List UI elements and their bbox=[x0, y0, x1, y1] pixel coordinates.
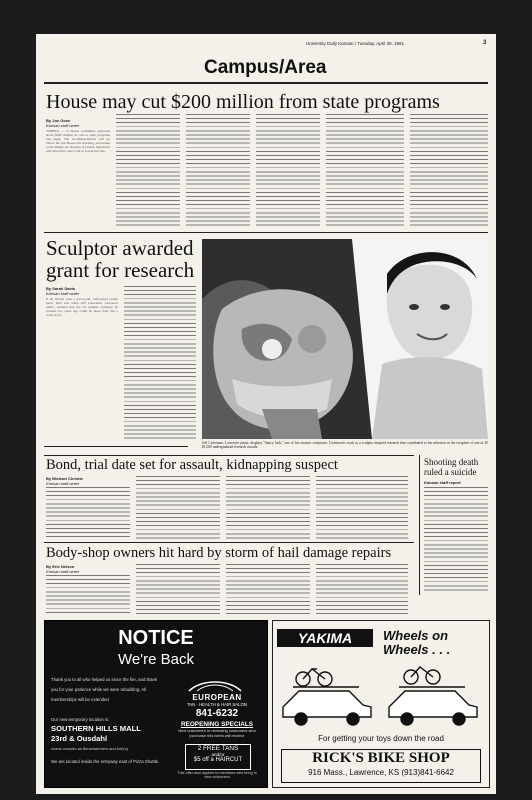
story1-body-col1: TOPEKA — A House committee approved about $200 million in cuts to state programs last night. The recommendations will go before the full House this morning, and unless a last-minute tax increase is passed, legislators will have little choice but to accept the cuts. bbox=[46, 129, 110, 154]
story4-body-col1 bbox=[46, 575, 130, 615]
story2-byline: By Sarah Davis bbox=[46, 286, 76, 291]
brief-body bbox=[424, 487, 488, 592]
story3-byline: By Michael Christie bbox=[46, 476, 83, 481]
bike-tagline: Wheels on Wheels . . . bbox=[383, 628, 451, 657]
story3-body-col1 bbox=[46, 487, 130, 539]
bike-ad bbox=[272, 620, 490, 788]
story4-body-col4 bbox=[316, 564, 408, 615]
bike-shop-address: 916 Mass., Lawrence, KS (913)841-6642 bbox=[308, 768, 454, 777]
notice-title: NOTICE bbox=[118, 627, 194, 649]
salon-brand: EUROPEAN bbox=[192, 693, 242, 702]
salon-tagline: TAN · HEALTH & HAIR SALON bbox=[186, 702, 247, 707]
notice-ad bbox=[44, 620, 268, 788]
story1-body-col2 bbox=[116, 114, 180, 229]
salon-logo-icon bbox=[187, 677, 243, 693]
story3-credit: Kansan staff writer bbox=[46, 481, 80, 486]
story4-headline: Body-shop owners hit hard by storm of hail damage repairs bbox=[46, 545, 392, 561]
story1-body-col5 bbox=[326, 114, 404, 229]
offer-box bbox=[185, 744, 251, 770]
bike-shop-box bbox=[281, 749, 481, 783]
offer-line-2: and/or bbox=[211, 752, 225, 757]
notice-location-note: rooms complex as Benchwarmers and Arby's). bbox=[51, 747, 130, 751]
story4-credit: Kansan staff writer bbox=[46, 569, 80, 574]
rule-under-story1 bbox=[44, 232, 488, 233]
story2-credit: Kansan staff writer bbox=[46, 291, 80, 296]
rule-under-story2 bbox=[44, 446, 188, 447]
notice-subtitle: We're Back bbox=[118, 651, 194, 668]
story4-byline: By Eric Nelson bbox=[46, 564, 75, 569]
notice-body: Thank you to all who helped us since the fire, and thank you for your patience while we were rebuilding. All memberships will be extended bbox=[51, 677, 158, 702]
brief-headline-line1: Shooting death bbox=[424, 457, 479, 467]
notice-temp-line: Our new temporary location is: bbox=[51, 717, 110, 722]
story1-body-col3 bbox=[186, 114, 250, 229]
rule-above-story4 bbox=[44, 542, 414, 543]
rule-above-story3 bbox=[44, 455, 414, 456]
photo-graphic bbox=[202, 239, 488, 439]
story1-credit: Kansan staff writer bbox=[46, 123, 80, 128]
car-bike-illustration bbox=[279, 661, 483, 727]
story3-body-col4 bbox=[316, 476, 408, 539]
story3-headline: Bond, trial date set for assault, kidnapping suspect bbox=[46, 457, 338, 473]
paper-date-line: University Daily Kansan / Tuesday, April 30, 1991 bbox=[306, 41, 404, 46]
newspaper-page bbox=[36, 34, 496, 794]
story1-body-col6 bbox=[410, 114, 488, 229]
section-title: Campus/Area bbox=[204, 57, 327, 78]
offer-line-3: $5 off a HAIRCUT bbox=[193, 757, 243, 763]
story2-headline-line2: grant for research bbox=[46, 258, 195, 282]
bike-pitch: For getting your toys down the road bbox=[318, 734, 444, 743]
yakima-logo: YAKIMA bbox=[277, 629, 373, 647]
photo-caption: Jeff Listerman, Lawrence junior, displays "Saucy Jack," one of his ceramic sculptures. Listerman's work as a sculptor inspired research that contributed to his selection as the recipient of one of 20 $1,000 undergraduate research awards. bbox=[202, 441, 488, 450]
specials-title: REOPENING SPECIALS bbox=[180, 721, 254, 728]
page-number: 3 bbox=[483, 40, 487, 46]
story2-body-col2 bbox=[124, 286, 196, 442]
notice-location-2: 23rd & Ousdahl bbox=[51, 734, 108, 743]
story4-body-col3 bbox=[226, 564, 310, 615]
brief-headline-line2: ruled a suicide bbox=[424, 467, 477, 477]
brief-credit: Kansan staff report bbox=[424, 480, 461, 485]
specials-text: New customers or renewing customers who purchase this week will receive bbox=[178, 728, 256, 738]
bike-shop-name: RICK'S BIKE SHOP bbox=[312, 750, 450, 766]
sculpture-photo bbox=[202, 239, 488, 439]
story1-headline: House may cut $200 million from state programs bbox=[46, 91, 440, 113]
story1-byline: By Joe Gose bbox=[46, 118, 71, 123]
story2-headline-line1: Sculptor awarded bbox=[46, 236, 194, 260]
notice-location-1: SOUTHERN HILLS MALL bbox=[51, 724, 141, 733]
notice-entrance-note: We are located inside the entryway east of Pizza Shuttle. bbox=[51, 759, 160, 764]
offer-line-1: 2 FREE TANS bbox=[197, 745, 239, 752]
story1-body-col4 bbox=[256, 114, 320, 229]
salon-phone: 841-6232 bbox=[195, 708, 239, 719]
story3-body-col3 bbox=[226, 476, 310, 539]
section-rule bbox=[44, 82, 488, 84]
story2-body-col1: It all started with a 4-foot-tall, 100-pound purple head. That was when Jeff Listerman, Lawrence junior, realized that the oil weather sculpture he created two years ago could be more than just a work of art. bbox=[46, 297, 118, 318]
story3-body-col2 bbox=[136, 476, 220, 539]
offer-fine-print: This offer also applies to members who bring in new customers bbox=[177, 771, 257, 780]
story4-body-col2 bbox=[136, 564, 220, 615]
